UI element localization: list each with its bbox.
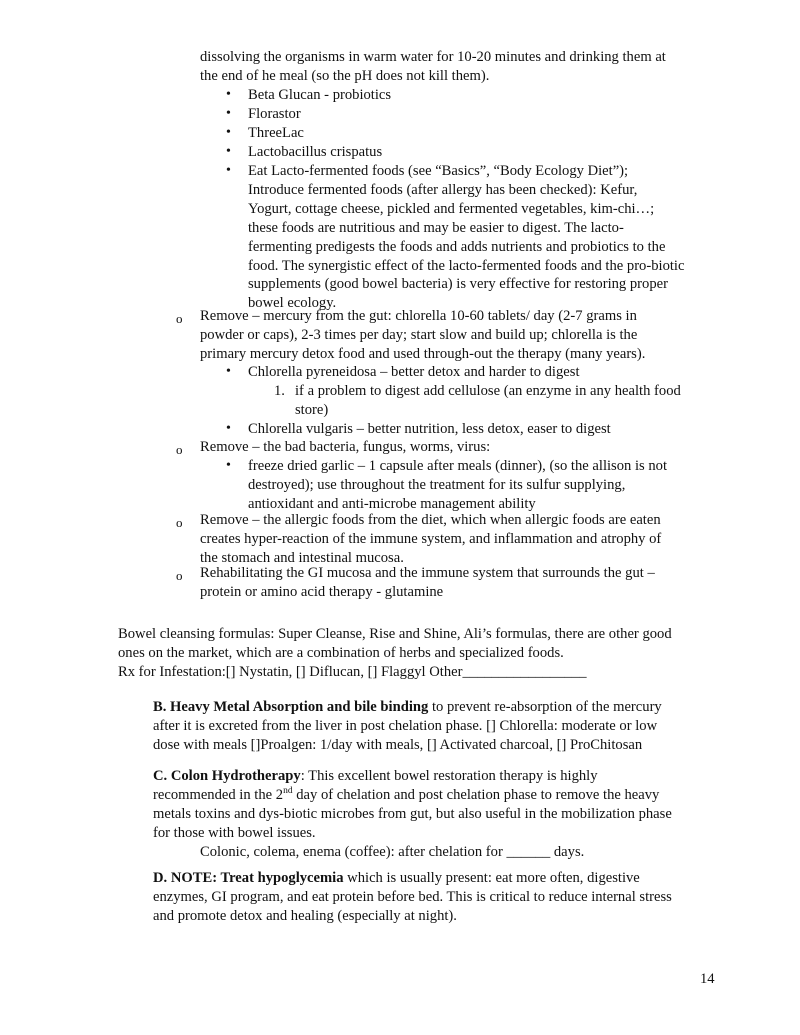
probiotic-item: bowel ecology. (248, 295, 337, 312)
section-d-text: which is usually present: eat more often, digestive (343, 870, 640, 886)
remove-allergic-line: creates hyper-reaction of the immune system, and inflammation and atrophy of (200, 530, 662, 547)
probiotic-item: these foods are nutritious and may be easier to digest. The lacto- (248, 219, 624, 236)
cellulose-number: 1. (274, 383, 285, 399)
section-c-first-line (153, 767, 598, 785)
probiotic-item: fermenting predigests the foods and adds nutrients and probiotics to the (248, 238, 666, 255)
section-c-text: : This excellent bowel restoration therapy is highly (300, 768, 598, 784)
probiotic-item: Introduce fermented foods (after allergy has been checked): Kefur, (248, 181, 638, 198)
section-d-first-line (153, 869, 640, 887)
remove-mercury-line: primary mercury detox food and used through-out the therapy (many years). (200, 345, 646, 362)
remove-allergic-line: Remove – the allergic foods from the diet, which when allergic foods are eaten (200, 512, 661, 528)
probiotic-item: Florastor (248, 106, 301, 122)
chlorella-vulgaris: Chlorella vulgaris – better nutrition, less detox, easer to digest (248, 421, 611, 437)
section-b-line: dose with meals []Proalgen: 1/day with meals, [] Activated charcoal, [] ProChitosan (153, 736, 643, 753)
section-b-first-line (153, 698, 662, 716)
rehab-line: Rehabilitating the GI mucosa and the immune system that surrounds the gut – (200, 565, 655, 581)
remove-bacteria: Remove – the bad bacteria, fungus, worms, virus: (200, 439, 491, 455)
section-d-line: enzymes, GI program, and eat protein before bed. This is critical to reduce internal stress (153, 888, 672, 905)
page-number: 14 (700, 971, 715, 987)
bowel-line: ones on the market, which are a combination of herbs and specialized foods. (118, 644, 564, 661)
section-c-line: metals toxins and dys-biotic microbes from gut, but also useful in the mobilization phase (153, 806, 672, 822)
bullet-icon: • (226, 458, 231, 473)
bowel-line: Rx for Infestation:[] Nystatin, [] Diflucan, [] Flaggyl Other_________________ (118, 663, 587, 680)
probiotic-item: Yogurt, cottage cheese, pickled and fermented vegetables, kim-chi…; (248, 200, 655, 217)
rehab-line: protein or amino acid therapy - glutamine (200, 583, 444, 600)
circle-bullet-icon: o (176, 311, 183, 326)
bullet-icon: • (226, 106, 231, 121)
remove-allergic-line: the stomach and intestinal mucosa. (200, 549, 404, 566)
section-c-line: for those with bowel issues. (153, 824, 316, 841)
intro-line: the end of he meal (so the pH does not kill them). (200, 67, 490, 84)
circle-bullet-icon: o (176, 568, 183, 583)
probiotic-item: Lactobacillus crispatus (248, 144, 383, 160)
probiotic-item: ThreeLac (248, 125, 304, 141)
ordinal-suffix: nd (283, 786, 293, 796)
probiotic-item: Beta Glucan - probiotics (248, 87, 392, 103)
section-d-heading: D. NOTE: Treat hypoglycemia (153, 870, 344, 886)
bullet-icon: • (226, 364, 231, 379)
section-c-text: recommended in the 2 (153, 787, 284, 803)
probiotic-item: supplements (good bowel bacteria) is very effective for restoring proper (248, 276, 668, 293)
bullet-icon: • (226, 125, 231, 140)
section-c-second-line (153, 786, 659, 804)
garlic-line: antioxidant and anti-microbe management ability (248, 495, 536, 512)
bowel-line: Bowel cleansing formulas: Super Cleanse, Rise and Shine, Ali’s formulas, there are other good (118, 626, 672, 642)
remove-mercury-line: powder or caps), 2-3 times per day; start slow and build up; chlorella is the (200, 326, 638, 343)
bullet-icon: • (226, 87, 231, 102)
garlic-line: freeze dried garlic – 1 capsule after meals (dinner), (so the allison is not (248, 458, 668, 474)
probiotic-item: food. The synergistic effect of the lacto-fermented foods and the pro-biotic (248, 257, 685, 274)
garlic-line: destroyed); use throughout the treatment for its sulfur supplying, (248, 476, 626, 493)
intro-line: dissolving the organisms in warm water for 10-20 minutes and drinking them at (200, 49, 666, 65)
cellulose-note-line: if a problem to digest add cellulose (an enzyme in any health food (295, 383, 681, 399)
bullet-icon: • (226, 421, 231, 436)
section-b-heading: B. Heavy Metal Absorption and bile binding (153, 699, 429, 715)
section-b-text: to prevent re-absorption of the mercury (428, 699, 662, 715)
bullet-icon: • (226, 163, 231, 178)
probiotic-item: Eat Lacto-fermented foods (see “Basics”, “Body Ecology Diet”); (248, 163, 629, 179)
section-c-text: day of chelation and post chelation phase to remove the heavy (292, 787, 660, 803)
section-d-line: and promote detox and healing (especially at night). (153, 907, 457, 924)
section-b-line: after it is excreted from the liver in post chelation phase. [] Chlorella: moderate or low (153, 717, 658, 734)
colonic-line: Colonic, colema, enema (coffee): after chelation for ______ days. (200, 844, 585, 860)
cellulose-note-line: store) (295, 401, 329, 418)
circle-bullet-icon: o (176, 515, 183, 530)
remove-mercury-line: Remove – mercury from the gut: chlorella 10-60 tablets/ day (2-7 grams in (200, 308, 637, 324)
section-c-heading: C. Colon Hydrotherapy (153, 768, 301, 784)
chlorella-pyreneidosa: Chlorella pyreneidosa – better detox and harder to digest (248, 364, 580, 380)
bullet-icon: • (226, 144, 231, 159)
circle-bullet-icon: o (176, 442, 183, 457)
